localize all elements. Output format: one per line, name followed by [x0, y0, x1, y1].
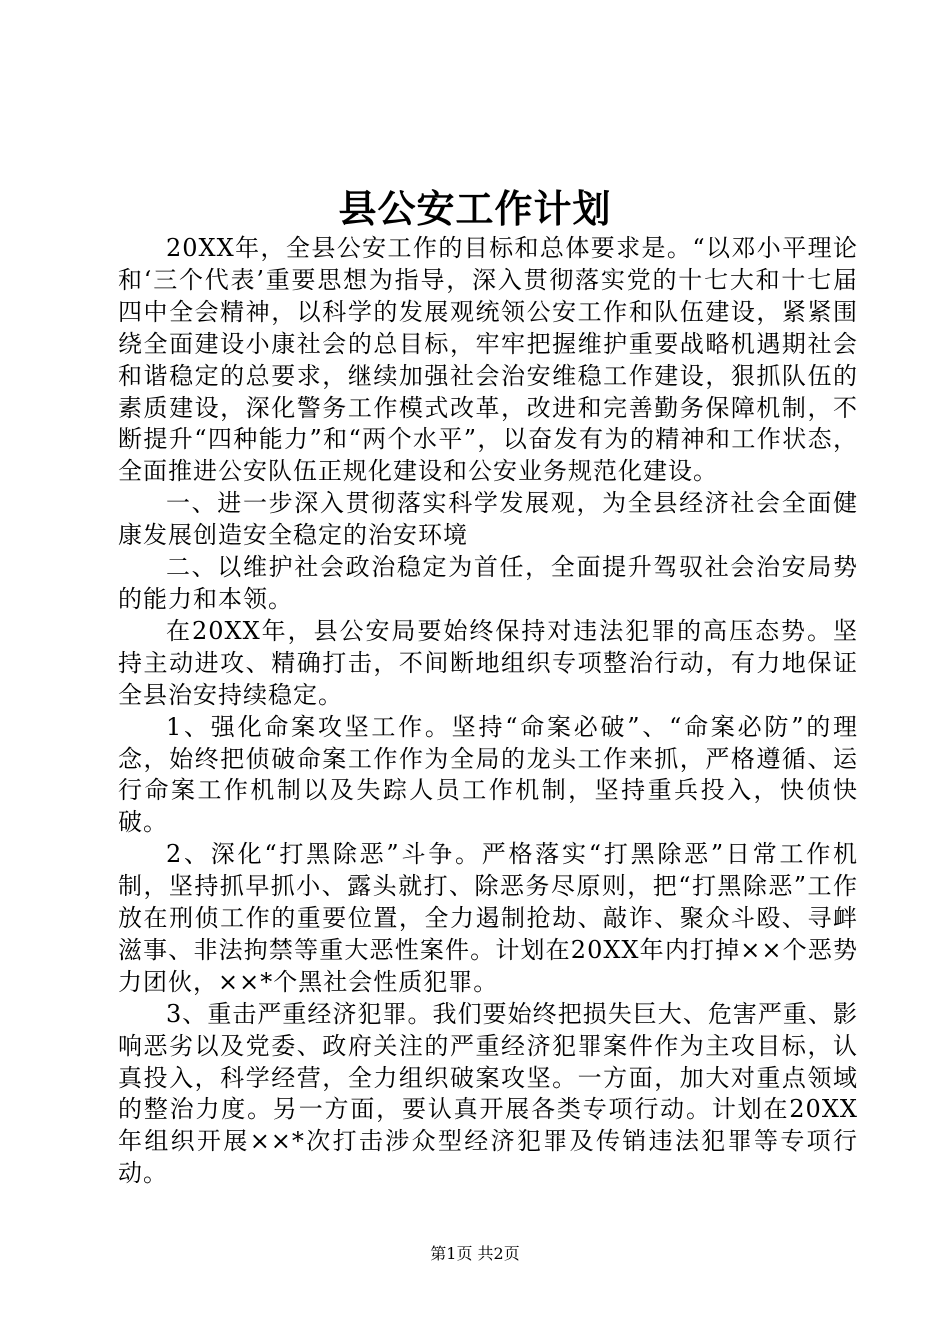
- paragraph-section-two-body: 在20XX年，县公安局要始终保持对违法犯罪的高压态势。坚持主动进攻、精确打击，不间断地组织专项整治行动，有力地保证全县治安持续稳定。: [118, 616, 858, 709]
- document-title: 县公安工作计划: [338, 186, 612, 231]
- paragraph-section-two: 二、以维护社会政治稳定为首任，全面提升驾驭社会治安局势的能力和本领。: [118, 553, 858, 613]
- paragraph-intro: 20XX年，全县公安工作的目标和总体要求是。“以邓小平理论和‘三个代表’重要思想为指导，深入贯彻落实党的十七大和十七届四中全会精神，以科学的发展观统领公安工作和队伍建设，紧紧围绕全面建设小康社会的总目标，牢牢把握维护重要战略机遇期社会和谐稳定的总要求，继续加强社会治安维稳工作建设，狠抓队伍的素质建设，深化警务工作模式改革，改进和完善勤务保障机制，不断提升“四种能力”和“两个水平”，以奋发有为的精神和工作状态，全面推进公安队伍正规化建设和公安业务规范化建设。: [118, 234, 858, 486]
- paragraph-section-one: 一、进一步深入贯彻落实科学发展观，为全县经济社会全面健康发展创造安全稳定的治安环境: [118, 489, 858, 550]
- paragraph-item-2: 2、深化“打黑除恶”斗争。严格落实“打黑除恶”日常工作机制，坚持抓早抓小、露头就打、除恶务尽原则，把“打黑除恶”工作放在刑侦工作的重要位置，全力遏制抢劫、敲诈、聚众斗殴、寻衅滋事、非法拘禁等重大恶性案件。计划在20XX年内打掉××个恶势力团伙，××*个黑社会性质犯罪。: [118, 840, 858, 996]
- paragraph-item-3: 3、重击严重经济犯罪。我们要始终把损失巨大、危害严重、影响恶劣以及党委、政府关注的严重经济犯罪案件作为主攻目标，认真投入，科学经营，全力组织破案攻坚。一方面，加大对重点领域的整治力度。另一方面，要认真开展各类专项行动。计划在20XX年组织开展××*次打击涉众型经济犯罪及传销违法犯罪等专项行动。: [118, 999, 858, 1188]
- document-body: [118, 233, 858, 1190]
- paragraph-item-1: 1、强化命案攻坚工作。坚持“命案必破”、“命案必防”的理念，始终把侦破命案工作作为全局的龙头工作来抓，严格遵循、运行命案工作机制以及失踪人员工作机制，坚持重兵投入，快侦快破。: [118, 712, 858, 837]
- page-footer: 第1页 共2页: [430, 1244, 520, 1263]
